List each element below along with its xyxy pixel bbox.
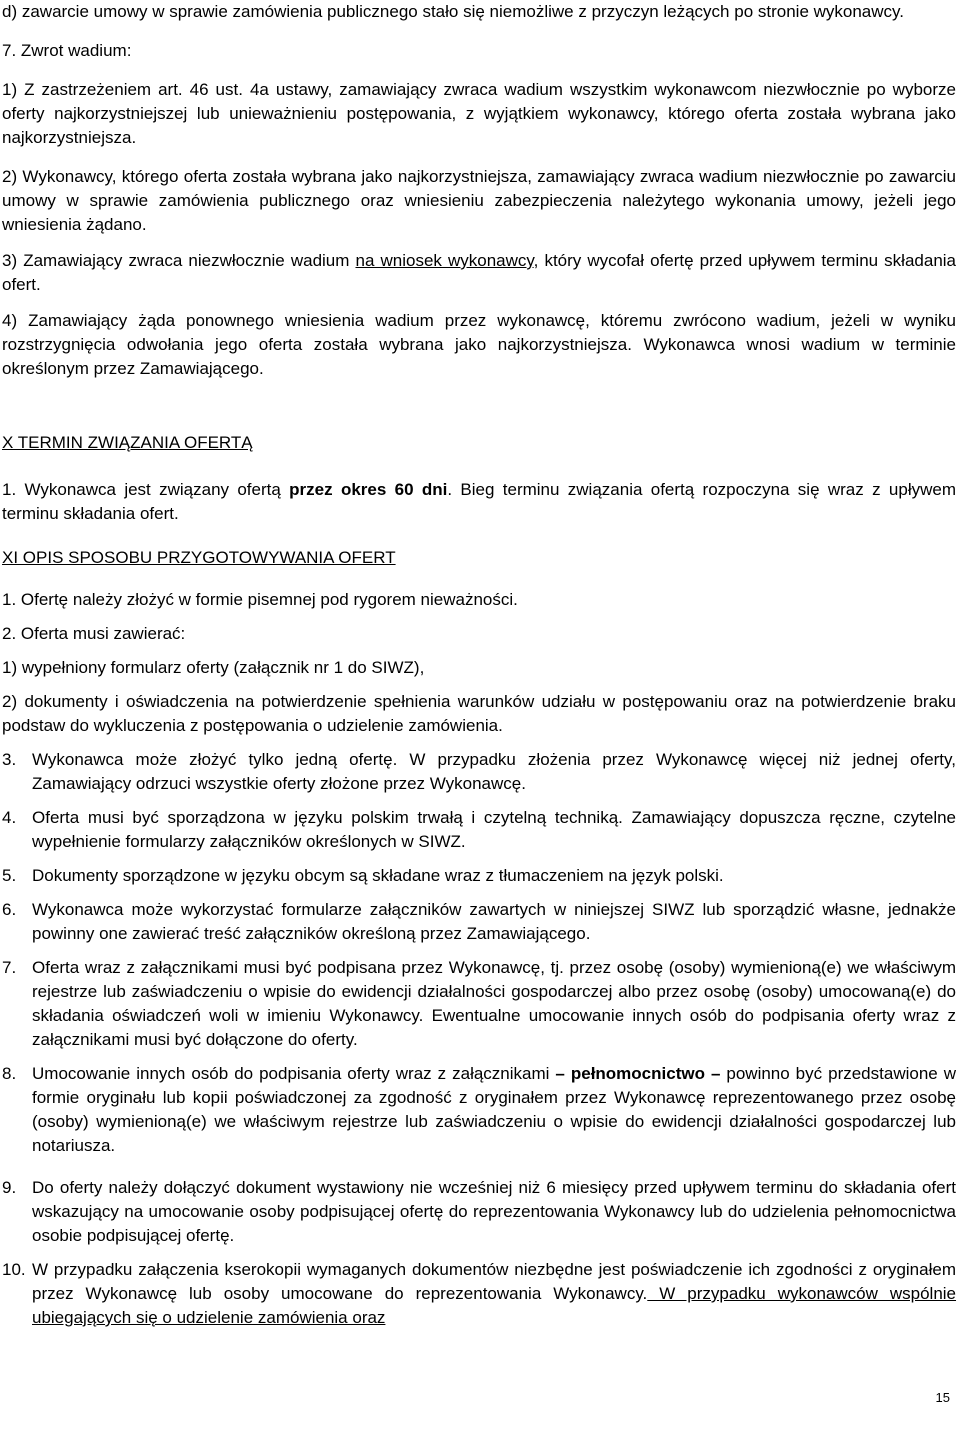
numbered-item-9: [2, 1176, 956, 1248]
numbered-item-7: [2, 956, 956, 1052]
item-number: 10.: [2, 1260, 26, 1279]
item-8-end: powinno być przedstawione w formie oryginału lub kopii poświadczonej za zgodność z oryginałem przez Wykonawcę reprezentowanego przez osobę (osoby) wymienioną(e) we właściwym rejestrze lub zaświadczeniu o wpisie do ewidencji działalności gospodarczej lub notariusza.: [32, 1064, 956, 1155]
item-text: Wykonawca może wykorzystać formularze załączników zawartych w niniejszej SIWZ lub sporządzić własne, jednakże powinny one zawierać treść załączników określoną przez Zamawiającego.: [32, 900, 956, 943]
paragraph-7-1: 1) Z zastrzeżeniem art. 46 ust. 4a ustawy, zamawiający zwraca wadium wszystkim wykonawcom niezwłocznie po wyborze oferty najkorzystniejszej lub unieważnieniu postępowania, z wyjątkiem wykonawcy, którego oferta została wybrana jako najkorzystniejsza.: [2, 80, 956, 147]
item-10-underlined: W przypadku wykonawców wspólnie ubiegających się o udzielenie zamówienia oraz: [32, 1284, 957, 1327]
paragraph-7-2: 2) Wykonawcy, którego oferta została wybrana jako najkorzystniejsza, zamawiający zwraca wadium niezwłocznie po zawarciu umowy w sprawie zamówienia publicznego oraz wniesieniu zabezpieczenia należytego wykonania umowy, jeżeli jego wniesienia żądano.: [2, 167, 956, 234]
item-number: 3.: [2, 750, 17, 769]
item-8-start: Umocowanie innych osób do podpisania oferty wraz z załącznikami: [32, 1064, 556, 1083]
numbered-item-8: [2, 1062, 956, 1158]
paragraph-7-3-end: , który wycofał ofertę przed upływem terminu składania ofert.: [2, 251, 956, 294]
paragraph-xi-2: 2. Oferta musi zawierać:: [2, 624, 186, 643]
paragraph-x-1-bold: przez okres 60 dni: [289, 480, 448, 499]
numbered-item-10: [2, 1258, 956, 1330]
paragraph-7-3-start: 3) Zamawiający zwraca niezwłocznie wadium: [2, 251, 356, 270]
paragraph-item-d: d) zawarcie umowy w sprawie zamówienia publicznego stało się niemożliwe z przyczyn leżących po stronie wykonawcy.: [2, 2, 904, 21]
item-text: Oferta musi być sporządzona w języku polskim trwałą i czytelną techniką. Zamawiający dopuszcza ręczne, czytelne wypełnienie formularzy załączników określonych w SIWZ.: [32, 808, 956, 851]
item-text: [32, 1062, 956, 1158]
item-number: 8.: [2, 1064, 17, 1083]
item-text: Oferta wraz z załącznikami musi być podpisana przez Wykonawcę, tj. przez osobę (osoby) wymienioną(e) we właściwym rejestrze lub zaświadczeniu o wpisie do ewidencji działalności gospodarczej albo przez osobę (osoby) umocowaną(e) do składania oświadczeń woli w imieniu Wykonawcy. Ewentualne umocowanie innych osób do podpisania oferty wraz z załącznikami musi być dołączone do oferty.: [32, 958, 956, 1049]
item-number: 6.: [2, 900, 17, 919]
page-number: 15: [935, 1390, 950, 1405]
section-7-title: 7. Zwrot wadium:: [2, 41, 132, 60]
item-text: Do oferty należy dołączyć dokument wystawiony nie wcześniej niż 6 miesięcy przed upływem terminu do składania ofert wskazujący na umocowanie osoby podpisującej ofertę do reprezentowania Wykonawcy lub do udzielenia pełnomocnictwa osobie podpisującej ofertę.: [32, 1178, 956, 1245]
numbered-item-4: [2, 806, 956, 854]
item-number: 9.: [2, 1178, 17, 1197]
paragraph-7-3-underlined: na wniosek wykonawcy: [355, 251, 534, 270]
item-number: 7.: [2, 958, 17, 977]
paragraph-x-1-end: . Bieg terminu związania ofertą rozpoczyna się wraz z upływem terminu składania ofert.: [2, 480, 956, 523]
paragraph-7-4: 4) Zamawiający żąda ponownego wniesienia wadium przez wykonawcę, któremu zwrócono wadium, jeżeli w wyniku rozstrzygnięcia odwołania jego oferta została wybrana jako najkorzystniejsza. Wykonawca wnosi wadium w terminie określonym przez Zamawiającego.: [2, 311, 956, 378]
numbered-item-5: [2, 864, 956, 888]
item-text: Wykonawca może złożyć tylko jedną ofertę. W przypadku złożenia przez Wykonawcę więcej niż jednej oferty, Zamawiający odrzuci wszystkie oferty złożone przez Wykonawcę.: [32, 750, 956, 793]
item-10-start: W przypadku załączenia kserokopii wymaganych dokumentów niezbędne jest poświadczenie ich zgodności z oryginałem przez Wykonawcę lub osoby umocowane do reprezentowania Wykonawcy.: [32, 1260, 956, 1303]
section-x-heading: X TERMIN ZWIĄZANIA OFERTĄ: [2, 433, 253, 452]
paragraph-xi-1: 1. Ofertę należy złożyć w formie pisemnej pod rygorem nieważności.: [2, 590, 518, 609]
paragraph-xi-2-1: 1) wypełniony formularz oferty (załącznik nr 1 do SIWZ),: [2, 658, 425, 677]
document-body: [2, 0, 956, 1330]
paragraph-x-1: [2, 478, 956, 526]
item-number: 5.: [2, 866, 17, 885]
paragraph-x-1-start: 1. Wykonawca jest związany ofertą: [2, 480, 290, 499]
section-xi-heading: XI OPIS SPOSOBU PRZYGOTOWYWANIA OFERT: [2, 548, 396, 567]
numbered-item-3: [2, 748, 956, 796]
paragraph-xi-2-2: 2) dokumenty i oświadczenia na potwierdzenie spełnienia warunków udziału w postępowaniu oraz na potwierdzenie braku podstaw do wykluczenia z postępowania o udzielenie zamówienia.: [2, 692, 956, 735]
item-text: [32, 1258, 956, 1330]
numbered-item-6: [2, 898, 956, 946]
item-text: Dokumenty sporządzone w języku obcym są składane wraz z tłumaczeniem na język polski.: [32, 866, 724, 885]
item-8-bold: – pełnomocnictwo –: [555, 1064, 721, 1083]
paragraph-7-3: [2, 249, 956, 297]
item-number: 4.: [2, 808, 17, 827]
